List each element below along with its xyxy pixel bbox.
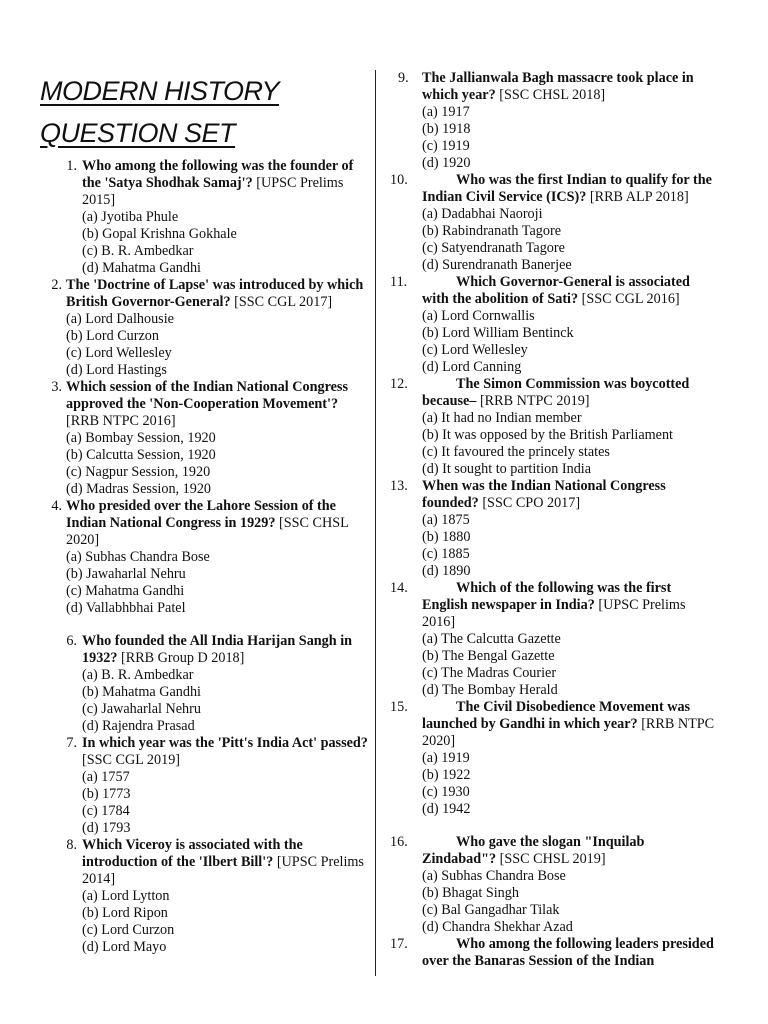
question-2 — [48, 277, 374, 379]
option-b: (b) 1922 — [422, 767, 471, 783]
question-4 — [48, 498, 374, 617]
options — [82, 209, 374, 277]
question-text: Who gave the slogan "Inquilab Zindabad"? [SSC CHSL 2019] — [422, 834, 645, 867]
question-13 — [390, 478, 718, 580]
question-11 — [390, 274, 718, 376]
question-text: Which Viceroy is associated with the introduction of the 'Ilbert Bill'? [UPSC Prelims 2014] — [82, 837, 364, 887]
question-8 — [56, 837, 374, 956]
options — [82, 769, 374, 837]
question-15 — [390, 699, 718, 818]
option-d: (d) 1890 — [422, 563, 471, 579]
option-d: (d) Surendranath Banerjee — [422, 257, 572, 273]
options — [422, 868, 718, 936]
question-17 — [390, 936, 718, 970]
right-column — [390, 70, 718, 970]
option-a: (a) 1757 — [82, 769, 130, 785]
option-a: (a) It had no Indian member — [422, 410, 582, 426]
options — [66, 430, 374, 498]
question-10 — [390, 172, 718, 274]
question-number: 9. — [398, 70, 409, 86]
option-c: (c) Jawaharlal Nehru — [82, 701, 201, 717]
question-number: 10. — [390, 172, 408, 188]
question-text: The Jallianwala Bagh massacre took place in which year? [SSC CHSL 2018] — [422, 70, 694, 103]
option-a: (a) Subhas Chandra Bose — [66, 549, 210, 565]
question-number: 15. — [390, 699, 408, 715]
option-b: (b) Mahatma Gandhi — [82, 684, 201, 700]
option-c: (c) Mahatma Gandhi — [66, 583, 185, 599]
option-c: (c) 1784 — [82, 803, 130, 819]
option-b: (b) The Bengal Gazette — [422, 648, 555, 664]
option-d: (d) 1793 — [82, 820, 131, 836]
question-text: The 'Doctrine of Lapse' was introduced by which British Governor-General? [SSC CGL 2017] — [66, 277, 364, 310]
option-b: (b) 1773 — [82, 786, 131, 802]
options — [82, 667, 374, 735]
option-d: (d) Madras Session, 1920 — [66, 481, 212, 497]
option-b: (b) Lord William Bentinck — [422, 325, 574, 341]
option-a: (a) Bombay Session, 1920 — [66, 430, 216, 446]
option-b: (b) Gopal Krishna Gokhale — [82, 226, 237, 242]
question-number: 2. — [51, 277, 62, 293]
options — [422, 750, 718, 818]
option-d: (d) 1920 — [422, 155, 471, 171]
options — [66, 549, 374, 617]
option-b: (b) Rabindranath Tagore — [422, 223, 561, 239]
options — [66, 311, 374, 379]
option-a: (a) 1875 — [422, 512, 470, 528]
question-text: When was the Indian National Congress founded? [SSC CPO 2017] — [422, 478, 666, 511]
option-b: (b) It was opposed by the British Parliament — [422, 427, 673, 443]
option-c: (c) It favoured the princely states — [422, 444, 610, 460]
question-12 — [390, 376, 718, 478]
option-a: (a) B. R. Ambedkar — [82, 667, 194, 683]
option-b: (b) 1880 — [422, 529, 471, 545]
options — [422, 206, 718, 274]
question-16 — [390, 834, 718, 936]
column-divider — [375, 70, 376, 976]
question-14 — [390, 580, 718, 699]
question-7 — [56, 735, 374, 837]
options — [422, 104, 718, 172]
options — [422, 512, 718, 580]
option-d: (d) Rajendra Prasad — [82, 718, 195, 734]
spacer — [398, 818, 718, 834]
option-c: (c) B. R. Ambedkar — [82, 243, 194, 259]
option-d: (d) Mahatma Gandhi — [82, 260, 201, 276]
option-b: (b) Lord Ripon — [82, 905, 168, 921]
question-number: 12. — [390, 376, 408, 392]
option-d: (d) The Bombay Herald — [422, 682, 558, 698]
option-c: (c) Nagpur Session, 1920 — [66, 464, 211, 480]
question-number: 14. — [390, 580, 408, 596]
option-a: (a) 1917 — [422, 104, 470, 120]
question-text: Which of the following was the first English newspaper in India? [UPSC Prelims 2016] — [422, 580, 686, 630]
question-number: 1. — [66, 158, 77, 174]
left-column — [51, 158, 374, 956]
option-c: (c) Lord Wellesley — [66, 345, 172, 361]
question-1 — [56, 158, 374, 277]
page-title: MODERN HISTORY QUESTION SET — [40, 76, 280, 148]
option-d: (d) Lord Hastings — [66, 362, 167, 378]
option-c: (c) Lord Wellesley — [422, 342, 528, 358]
option-a: (a) Jyotiba Phule — [82, 209, 179, 225]
option-a: (a) Lord Lytton — [82, 888, 170, 904]
option-d: (d) Chandra Shekhar Azad — [422, 919, 573, 935]
question-number: 13. — [390, 478, 408, 494]
question-text: Which session of the Indian National Congress approved the 'Non-Cooperation Movement'? [RRB NTPC 2016] — [66, 379, 348, 429]
question-number: 16. — [390, 834, 408, 850]
options — [82, 888, 374, 956]
option-c: (c) Bal Gangadhar Tilak — [422, 902, 560, 918]
option-d: (d) 1942 — [422, 801, 471, 817]
option-c: (c) Satyendranath Tagore — [422, 240, 565, 256]
options — [422, 308, 718, 376]
question-text: Who among the following was the founder of the 'Satya Shodhak Samaj'? [UPSC Prelims 2015] — [82, 158, 354, 208]
option-c: (c) The Madras Courier — [422, 665, 557, 681]
question-text: Which Governor-General is associated with the abolition of Sati? [SSC CGL 2016] — [422, 274, 690, 307]
option-b: (b) Jawaharlal Nehru — [66, 566, 186, 582]
option-d: (d) Lord Canning — [422, 359, 522, 375]
option-a: (a) Lord Cornwallis — [422, 308, 535, 324]
question-number: 4. — [51, 498, 62, 514]
option-d: (d) It sought to partition India — [422, 461, 592, 477]
question-number: 17. — [390, 936, 408, 952]
option-a: (a) Lord Dalhousie — [66, 311, 174, 327]
question-9 — [398, 70, 718, 172]
option-b: (b) 1918 — [422, 121, 471, 137]
question-text: The Civil Disobedience Movement was launched by Gandhi in which year? [RRB NTPC 2020] — [422, 699, 715, 749]
options — [422, 631, 718, 699]
option-a: (a) Subhas Chandra Bose — [422, 868, 566, 884]
option-c: (c) 1885 — [422, 546, 470, 562]
option-d: (d) Lord Mayo — [82, 939, 167, 955]
question-text: The Simon Commission was boycotted because– [RRB NTPC 2019] — [422, 376, 690, 409]
question-number: 6. — [66, 633, 77, 649]
spacer — [56, 617, 374, 633]
option-c: (c) Lord Curzon — [82, 922, 175, 938]
option-a: (a) 1919 — [422, 750, 470, 766]
option-c: (c) 1919 — [422, 138, 470, 154]
option-b: (b) Calcutta Session, 1920 — [66, 447, 216, 463]
question-number: 3. — [51, 379, 62, 395]
question-3 — [48, 379, 374, 498]
question-number: 11. — [390, 274, 408, 290]
option-a: (a) Dadabhai Naoroji — [422, 206, 543, 222]
question-text: In which year was the 'Pitt's India Act' passed? [SSC CGL 2019] — [82, 735, 368, 768]
question-6 — [56, 633, 374, 735]
options — [422, 410, 718, 478]
question-text: Who was the first Indian to qualify for the Indian Civil Service (ICS)? [RRB ALP 2018] — [422, 172, 712, 205]
question-number: 8. — [66, 837, 77, 853]
question-text: Who presided over the Lahore Session of the Indian National Congress in 1929? [SSC CHSL 2020] — [66, 498, 349, 548]
question-text: Who among the following leaders presided over the Banaras Session of the Indian — [422, 936, 714, 969]
question-text: Who founded the All India Harijan Sangh in 1932? [RRB Group D 2018] — [82, 633, 353, 666]
option-d: (d) Vallabhbhai Patel — [66, 600, 186, 616]
option-b: (b) Bhagat Singh — [422, 885, 519, 901]
option-b: (b) Lord Curzon — [66, 328, 159, 344]
option-c: (c) 1930 — [422, 784, 470, 800]
option-a: (a) The Calcutta Gazette — [422, 631, 561, 647]
question-number: 7. — [66, 735, 77, 751]
